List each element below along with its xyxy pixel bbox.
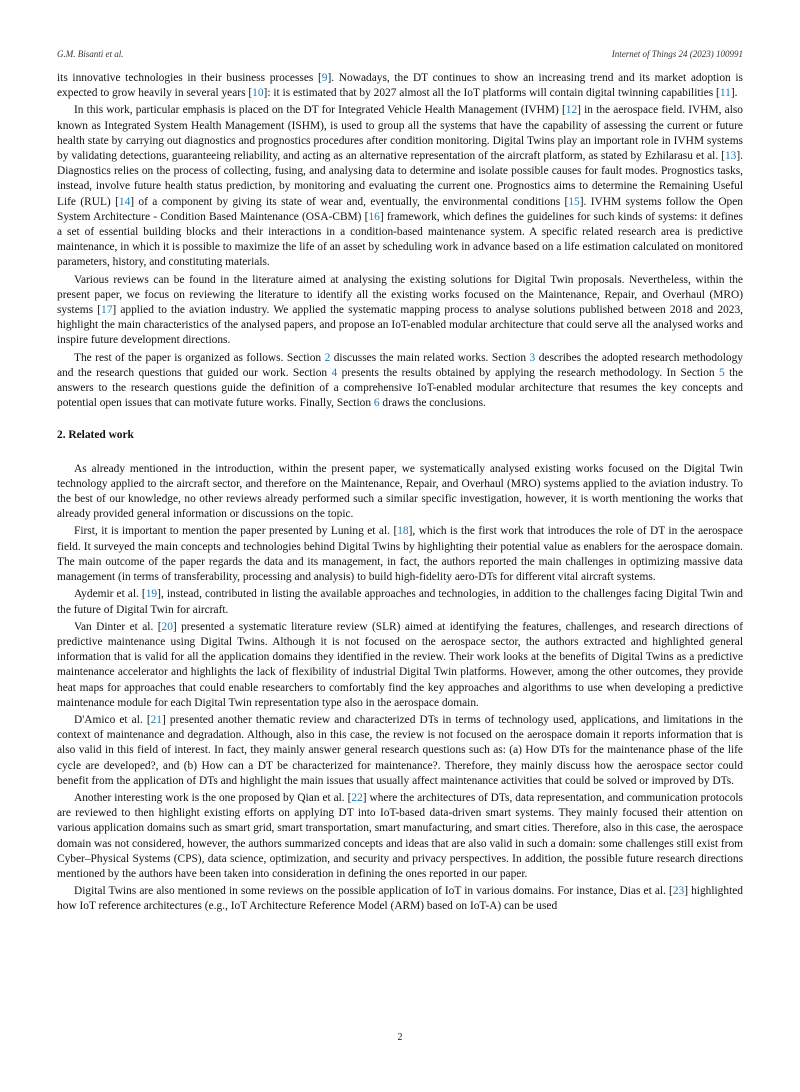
text-run: ]. bbox=[730, 87, 738, 100]
page-number: 2 bbox=[397, 1032, 403, 1043]
citation-link[interactable]: 13 bbox=[724, 150, 737, 163]
text-run: Digital Twins are also mentioned in some reviews on the possible application of IoT in various domains. For instance, Dias et al. [ bbox=[74, 885, 673, 898]
related-work-paragraph bbox=[57, 713, 743, 789]
citation-link[interactable]: 3 bbox=[529, 351, 536, 364]
text-run: ]: it is estimated that by 2027 almost all the IoT platforms will contain digital twinning capabilities [ bbox=[263, 87, 720, 100]
text-run: ]. IVHM systems follow the Open System Architecture - Condition Based Maintenance (OSA-CBM) [ bbox=[57, 195, 744, 223]
citation-link[interactable]: 21 bbox=[150, 713, 162, 726]
text-run: ] highlighted how IoT reference architectures (e.g., IoT Architecture Reference Model (ARM) based on IoT-A) can be used bbox=[57, 885, 743, 913]
text-run: D'Amico et al. [ bbox=[74, 713, 151, 726]
citation-link[interactable]: 12 bbox=[565, 104, 578, 117]
citation-link[interactable]: 4 bbox=[331, 366, 338, 379]
citation-link[interactable]: 15 bbox=[568, 195, 580, 208]
citation-link[interactable]: 18 bbox=[397, 525, 409, 538]
citation-link[interactable]: 5 bbox=[719, 366, 725, 379]
text-run: draws the conclusions. bbox=[379, 397, 486, 410]
text-run: its innovative technologies in their business processes [ bbox=[57, 72, 322, 84]
text-run: ] of a component by giving its state of wear and, eventually, the environmental conditions [ bbox=[130, 195, 569, 208]
text-run: Aydemir et al. [ bbox=[74, 588, 146, 601]
related-work-paragraph bbox=[57, 587, 743, 617]
text-run: The rest of the paper is organized as follows. Section bbox=[74, 351, 325, 364]
intro-paragraph-organization bbox=[57, 351, 743, 412]
intro-paragraph-continued bbox=[57, 71, 743, 101]
text-run: describes the adopted research methodology and the research questions that guided our work. Section bbox=[57, 351, 743, 379]
paper-body bbox=[57, 71, 743, 917]
running-head bbox=[57, 49, 743, 63]
citation-link[interactable]: 19 bbox=[145, 588, 158, 601]
text-run: presents the results obtained by applying the research methodology. In Section bbox=[337, 366, 719, 379]
related-work-paragraph bbox=[57, 620, 743, 711]
text-run: Van Dinter et al. [ bbox=[74, 620, 162, 633]
citation-link[interactable]: 14 bbox=[118, 195, 131, 208]
text-run: First, it is important to mention the paper presented by Luning et al. [ bbox=[74, 525, 398, 538]
intro-paragraph-ivhm bbox=[57, 103, 743, 270]
text-run: ] in the aerospace field. IVHM, also known as Integrated System Health Management (ISHM), is used to group all the systems that have the capability of assessing the current or future health state by carrying out diagnostics and prognostics procedures after condition monitoring. Digital Twins play an important role in IVHM systems by validating detections, guaranteeing reliability, and acting as an alternative representation of the aircraft platform, as stated by Ezhilarasu et al. [ bbox=[57, 104, 743, 163]
text-run: ], which is the first work that introduces the role of DT in the aerospace field. It surveyed the main concepts and technologies behind Digital Twins by highlighting their potential value as enablers for the aerospace domain. The main outcome of the paper regards the data and its management, in fact, the authors reported the main challenges in optimizing massive data management (in terms of transferability, processing and analysis) to build high-fidelity aero-DTs for different vital aircraft systems. bbox=[57, 525, 743, 584]
text-run: As already mentioned in the introduction, within the present paper, we systematically analysed existing works focused on the Digital Twin technology applied to the aircraft sector, and therefore on the Maintenance, Repair, and Overhaul (MRO) systems applied to the aviation industry. To the best of our knowledge, no other reviews already performed such a similar specific investigation, however, it is worth mentioning the works that already provided general information or discussions on the topic. bbox=[57, 462, 743, 521]
text-run: ] presented another thematic review and characterized DTs in terms of technology used, applications, and limitations in the context of maintenance and degradation. Although, also in this case, the review is not focused on the aerospace domain it reports information that is also valid in this field of interest. In fact, they mainly answer general research questions such as: (a) How DTs for the maintenance phase of the life cycle are developed?, and (b) How can a DT be characterized for maintenance?. Therefore, they mainly discuss how the aerospace sector could benefit from the application of DTs and highlight the main issues that usually affect maintenance activities that could be solved or improved by DTs. bbox=[57, 713, 743, 787]
text-run: ] framework, which defines the guidelines for such kinds of systems: it defines a set of essential building blocks and their interactions in a condition-based maintenance system. A specific related research area is predictive maintenance, in which it is possible to maximize the life of an asset by scheduling work in advance based on a life estimation calculated on monitored parameters, history, and constituting materials. bbox=[57, 210, 743, 269]
running-head-authors: G.M. Bisanti et al. bbox=[57, 49, 124, 59]
text-run: In this work, particular emphasis is placed on the DT for Integrated Vehicle Health Management (IVHM) [ bbox=[74, 104, 566, 117]
text-run: Another interesting work is the one proposed by Qian et al. [ bbox=[74, 791, 352, 804]
text-run: ] where the architectures of DTs, data representation, and communication protocols are reviewed to then highlight existing efforts on applying DT into IoT-based data-driven smart systems. They mainly focused their attention on various application domains such as smart grid, smart transportation, smart manufacturing, and smart cities. Therefore, also in this case, the aerospace domain was not considered, however, the authors summarized concepts and ideas that are also valid in such a domain: some challenges still exist from Cyber–Physical Systems (CPS), data science, optimization, and security and privacy perspectives. In addition, the possible future research directions mentioned by the authors have been taken into consideration in defining the ones reported in our paper. bbox=[57, 791, 743, 880]
text-run: Various reviews can be found in the literature aimed at analysing the existing solutions for Digital Twin proposals. Nevertheless, within the present paper, we focus on reviewing the literature to identify all the existing works focused on the Maintenance, Repair, and Overhaul (MRO) systems [ bbox=[57, 273, 743, 317]
citation-link[interactable]: 16 bbox=[368, 210, 380, 223]
citation-link[interactable]: 10 bbox=[252, 87, 264, 100]
citation-link[interactable]: 20 bbox=[161, 620, 173, 633]
related-work-paragraph bbox=[57, 462, 743, 523]
citation-link[interactable]: 23 bbox=[672, 885, 685, 898]
text-run: ]. Diagnostics relies on the process of collecting, fusing, and analysing data to determine and isolate possible causes for fault modes. Prognostics tasks, instead, involve future health status prediction, by monitoring and evaluating the current one. Prognostics aims to determine the Remaining Useful Life (RUL) [ bbox=[57, 150, 743, 208]
running-head-journal: Internet of Things 24 (2023) 100991 bbox=[611, 49, 743, 59]
text-run: the answers to the research questions guide the definition of a comprehensive IoT-enabled modular architecture that resumes the key concepts and potential open issues that can motivate future works. Finally, Section bbox=[57, 366, 744, 410]
related-work-paragraph bbox=[57, 791, 743, 882]
text-run: ], instead, contributed in listing the available approaches and technologies, in addition to the challenges facing Digital Twin and the future of Digital Twin for aircraft. bbox=[57, 588, 744, 616]
citation-link[interactable]: 22 bbox=[351, 791, 363, 804]
text-run: discusses the main related works. Section bbox=[330, 351, 530, 364]
related-work-paragraph bbox=[57, 884, 743, 914]
text-run: ] applied to the aviation industry. We applied the systematic mapping process to analyse solutions published between 2018 and 2023, highlight the main characteristics of the analysed papers, and propose an IoT-enabled modular architecture that could serve all the analysed works and inspire future development directions. bbox=[57, 304, 744, 347]
text-run: ]. Nowadays, the DT continues to show an increasing trend and its market adoption is expected to grow heavily in several years [ bbox=[57, 72, 743, 100]
citation-link[interactable]: 9 bbox=[321, 72, 328, 84]
citation-link[interactable]: 2 bbox=[324, 351, 331, 364]
text-run: ] presented a systematic literature review (SLR) aimed at identifying the features, challenges, and research directions of predictive maintenance using Digital Twins. Although it is not focused on the aerospace sector, the authors extracted and highlighted general information that is valid for all the application domains they identified in the review. Their work looks at the benefits of Digital Twins as a predictive maintenance accelerator and highlights the lack of flexibility of industrial Digital Twin platforms. However, among the other outcomes, they provide heat maps for approaches that could enable researchers to comfortably find the key approaches and algorithms to use when developing a predictive maintenance module for each Digital Twin representation type also in the aerospace domain. bbox=[57, 620, 743, 709]
intro-paragraph-reviews bbox=[57, 273, 743, 349]
related-work-paragraph bbox=[57, 524, 743, 585]
citation-link[interactable]: 17 bbox=[101, 304, 113, 317]
citation-link[interactable]: 6 bbox=[373, 397, 380, 410]
section-heading-related-work: 2. Related work bbox=[57, 429, 134, 442]
citation-link[interactable]: 11 bbox=[719, 87, 731, 100]
